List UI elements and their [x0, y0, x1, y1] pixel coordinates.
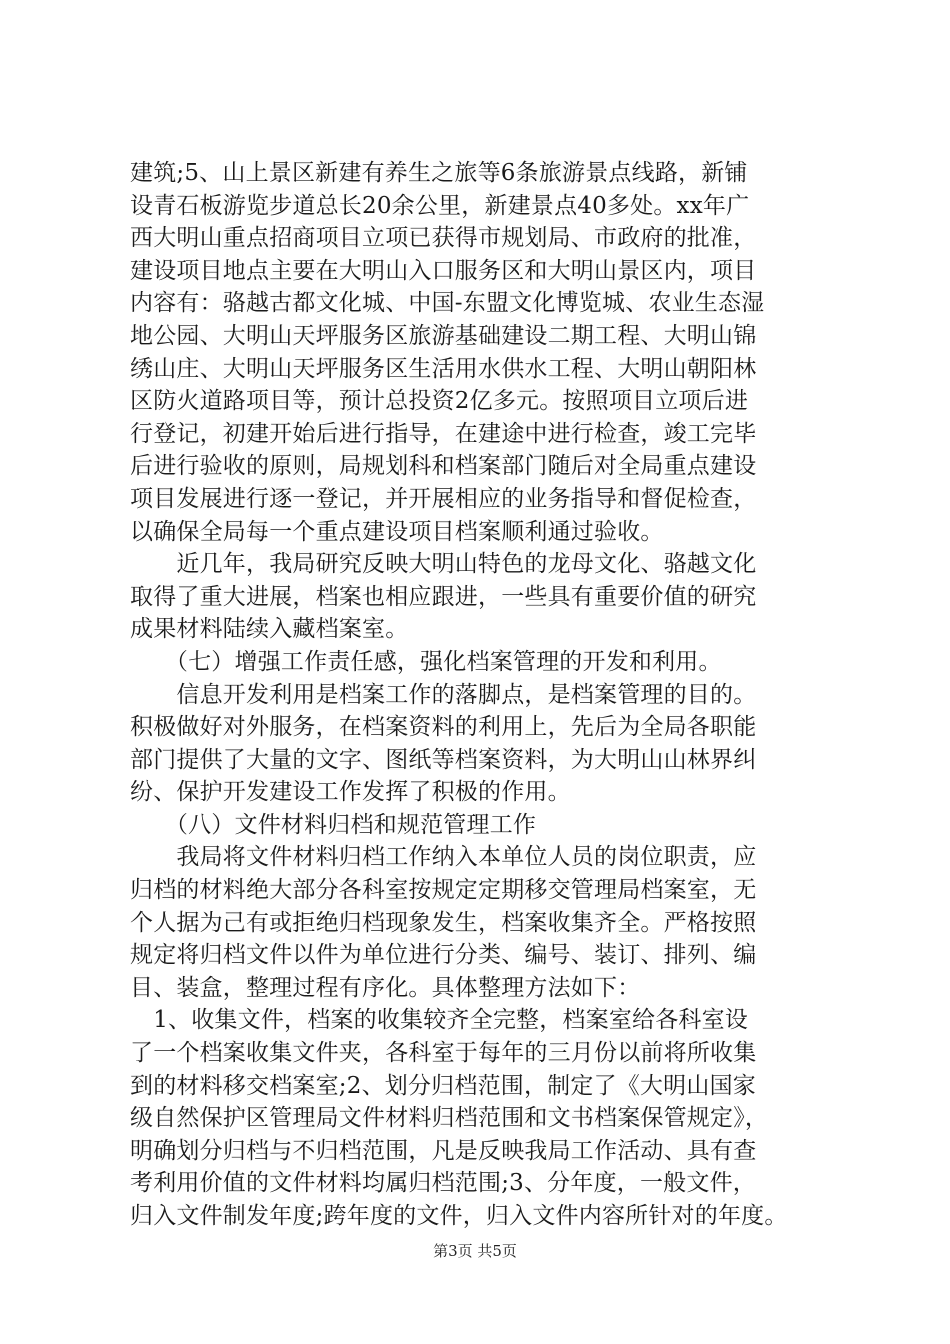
body-line: 区防火道路项目等，预计总投资2亿多元。按照项目立项后进 — [130, 388, 749, 415]
body-line: 西大明山重点招商项目立项已获得市规划局、市政府的批准， — [130, 225, 757, 252]
body-line: 内容有：骆越古都文化城、中国-东盟文化博览城、农业生态湿 — [130, 290, 765, 317]
body-line: 目、装盒，整理过程有序化。具体整理方法如下： — [130, 974, 641, 1001]
section-heading-8: （八）文件材料归档和规范管理工作 — [130, 811, 537, 838]
body-line: 以确保全局每一个重点建设项目档案顺利通过验收。 — [130, 518, 664, 545]
section-heading-7: （七）增强工作责任感，强化档案管理的开发和利用。 — [130, 648, 722, 675]
body-line: 建设项目地点主要在大明山入口服务区和大明山景区内，项目 — [130, 257, 757, 284]
body-line: 行登记，初建开始后进行指导，在建途中进行检查，竣工完毕 — [130, 420, 757, 447]
body-line: 部门提供了大量的文字、图纸等档案资料，为大明山山林界纠 — [130, 746, 757, 773]
body-line: 归入文件制发年度;跨年度的文件，归入文件内容所针对的年度。 — [130, 1203, 788, 1229]
body-line: 到的材料移交档案室;2、划分归档范围，制定了《大明山国家 — [130, 1072, 756, 1099]
body-line: 项目发展进行逐一登记，并开展相应的业务指导和督促检查， — [130, 485, 757, 512]
body-line: 绣山庄、大明山天坪服务区生活用水供水工程、大明山朝阳林 — [130, 355, 757, 382]
body-line: 规定将归档文件以件为单位进行分类、编号、装订、排列、编 — [130, 942, 757, 969]
page-number-footer: 第3页 共5页 — [433, 1242, 517, 1260]
body-line: 1、收集文件，档案的收集较齐全完整，档案室给各科室设 — [130, 1007, 749, 1034]
body-line: 纷、保护开发建设工作发挥了积极的作用。 — [130, 779, 571, 806]
body-line: 明确划分归档与不归档范围，凡是反映我局工作活动、具有查 — [130, 1137, 757, 1164]
body-line: 后进行验收的原则，局规划科和档案部门随后对全局重点建设 — [130, 453, 757, 480]
body-line: 近几年，我局研究反映大明山特色的龙母文化、骆越文化 — [130, 551, 757, 578]
body-line: 地公园、大明山天坪服务区旅游基础建设二期工程、大明山锦 — [130, 322, 757, 349]
body-line: 设青石板游览步道总长20余公里，新建景点40多处。xx年广 — [130, 192, 750, 219]
body-line: 成果材料陆续入藏档案室。 — [130, 616, 409, 643]
body-line: 级自然保护区管理局文件材料归档范围和文书档案保管规定》， — [130, 1105, 769, 1132]
body-line: 取得了重大进展，档案也相应跟进，一些具有重要价值的研究 — [130, 583, 757, 610]
document-body — [130, 157, 835, 1233]
body-line: 积极做好对外服务，在档案资料的利用上，先后为全局各职能 — [130, 714, 757, 741]
body-line: 考利用价值的文件材料均属归档范围;3、分年度，一般文件， — [130, 1170, 756, 1197]
body-line: 信息开发利用是档案工作的落脚点，是档案管理的目的。 — [130, 681, 757, 708]
body-line: 归档的材料绝大部分各科室按规定定期移交管理局档案室，无 — [130, 877, 757, 904]
body-line: 建筑;5、山上景区新建有养生之旅等6条旅游景点线路，新铺 — [130, 160, 748, 186]
body-line: 了一个档案收集文件夹，各科室于每年的三月份以前将所收集 — [130, 1040, 757, 1067]
body-line: 个人据为己有或拒绝归档现象发生，档案收集齐全。严格按照 — [130, 909, 757, 936]
body-line: 我局将文件材料归档工作纳入本单位人员的岗位职责，应 — [130, 844, 757, 871]
